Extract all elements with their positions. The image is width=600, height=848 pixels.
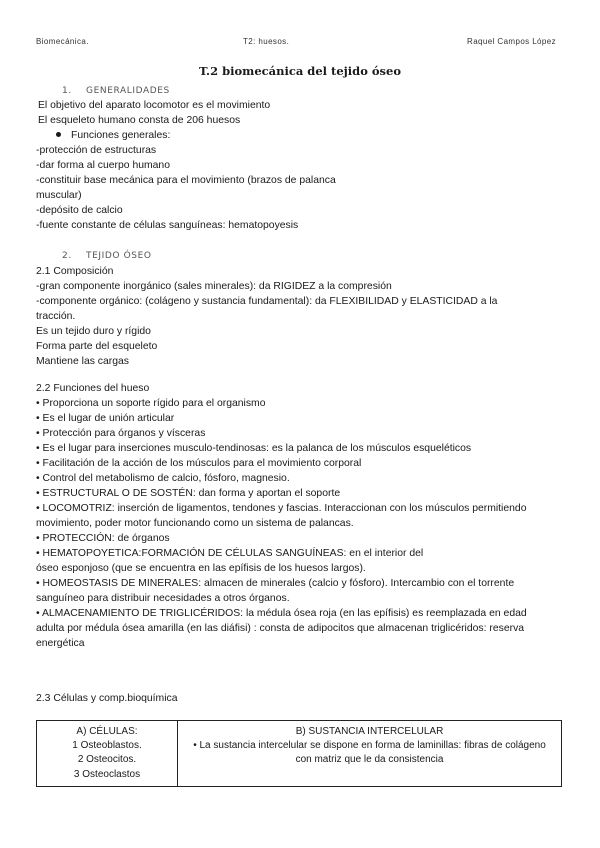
list-item: • ALMACENAMIENTO DE TRIGLICÉRIDOS: la médula ósea roja (en las epífisis) es reemplazada en edad [36,608,527,619]
table-cell-sustancia [178,721,562,787]
text-line: -dar forma al cuerpo humano [36,160,170,171]
subsection-heading: 2.2 Funciones del hueso [36,383,150,394]
text-line: -depósito de calcio [36,205,123,216]
text-line: Forma parte del esqueleto [36,341,158,352]
text-line: Mantiene las cargas [36,356,129,367]
list-item: • Control del metabolismo de calcio, fósforo, magnesio. [36,473,290,484]
bullet-item [56,129,170,144]
text-line: tracción. [36,311,76,322]
section-number: 2. [62,251,72,261]
list-item: • Proporciona un soporte rígido para el organismo [36,398,266,409]
header-middle: T2: huesos. [243,37,290,46]
text-line: -protección de estructuras [36,145,157,156]
table-row [37,721,562,787]
cell-text: • La sustancia intercelular se dispone en forma de laminillas: fibras de colágeno con matriz que le da consistencia [193,740,546,766]
section-number: 1. [62,86,72,96]
cell-item: 2 Osteocitos. [77,754,137,766]
list-item: • ESTRUCTURAL O DE SOSTÉN: dan forma y aportan el soporte [36,488,341,499]
cell-item: 1 Osteoblastos. [72,740,142,752]
list-item: • Es el lugar para inserciones musculo-tendinosas: es la palanca de los músculos esqueléticos [36,443,472,454]
list-item: • Facilitación de la acción de los músculos para el movimiento corporal [36,458,362,469]
text-line: -fuente constante de células sanguíneas: hematopoyesis [36,220,299,231]
list-item: adulta por médula ósea amarilla (en las diáfisi) : consta de adipocitos que almacenan triglicéridos: reserva [36,623,525,634]
text-line: El esqueleto humano consta de 206 huesos [38,115,241,126]
header-right: Raquel Campos López [467,37,556,46]
list-item: • Es el lugar de unión articular [36,413,175,424]
list-item: sanguíneo para distribuir necesidades a otros órganos. [36,593,290,604]
cells-table [36,720,562,787]
section-title: GENERALIDADES [86,86,170,96]
section-heading-generalidades [62,86,170,96]
subsection-heading: 2.1 Composición [36,266,114,277]
list-item: energética [36,638,85,649]
list-item: • HOMEOSTASIS DE MINERALES: almacen de minerales (calcio y fósforo). Intercambio con el torrente [36,578,515,589]
list-item: movimiento, poder motor funcionando como un sistema de palancas. [36,518,354,529]
subsection-heading: 2.3 Células y comp.bioquímica [36,693,178,704]
section-heading-tejido-oseo [62,251,152,261]
text-line: -gran componente inorgánico (sales minerales): da RIGIDEZ a la compresión [36,281,392,292]
list-item: • LOCOMOTRIZ: inserción de ligamentos, tendones y fascias. Interaccionan con los músculos permitiendo [36,503,527,514]
header-left: Biomecánica. [36,37,89,46]
cell-item: 3 Osteoclastos [73,768,141,780]
bullet-icon [56,132,61,137]
cell-title: A) CÉLULAS: [76,726,138,737]
list-item: • PROTECCIÓN: de órganos [36,533,170,544]
list-item: • HEMATOPOYETICA:FORMACIÓN DE CÉLULAS SANGUÍNEAS: en el interior del [36,548,424,559]
cell-title: B) SUSTANCIA INTERCELULAR [295,726,444,737]
text-line: muscular) [36,190,82,201]
text-line: Es un tejido duro y rígido [36,326,151,337]
text-line: -constituir base mecánica para el movimiento (brazos de palanca [36,175,336,186]
section-title: TEJIDO ÓSEO [86,251,152,261]
text-line: -componente orgánico: (colágeno y sustancia fundamental): da FLEXIBILIDAD y ELASTICIDAD a la [36,296,498,307]
list-item: óseo esponjoso (que se encuentra en las epífisis de los huesos largos). [36,563,366,574]
table-cell-celulas [37,721,178,787]
list-item: • Protección para órganos y vísceras [36,428,206,439]
document-title: T.2 biomecánica del tejido óseo [198,64,402,78]
bullet-label: Funciones generales: [71,130,171,141]
text-line: El objetivo del aparato locomotor es el movimiento [38,100,271,111]
